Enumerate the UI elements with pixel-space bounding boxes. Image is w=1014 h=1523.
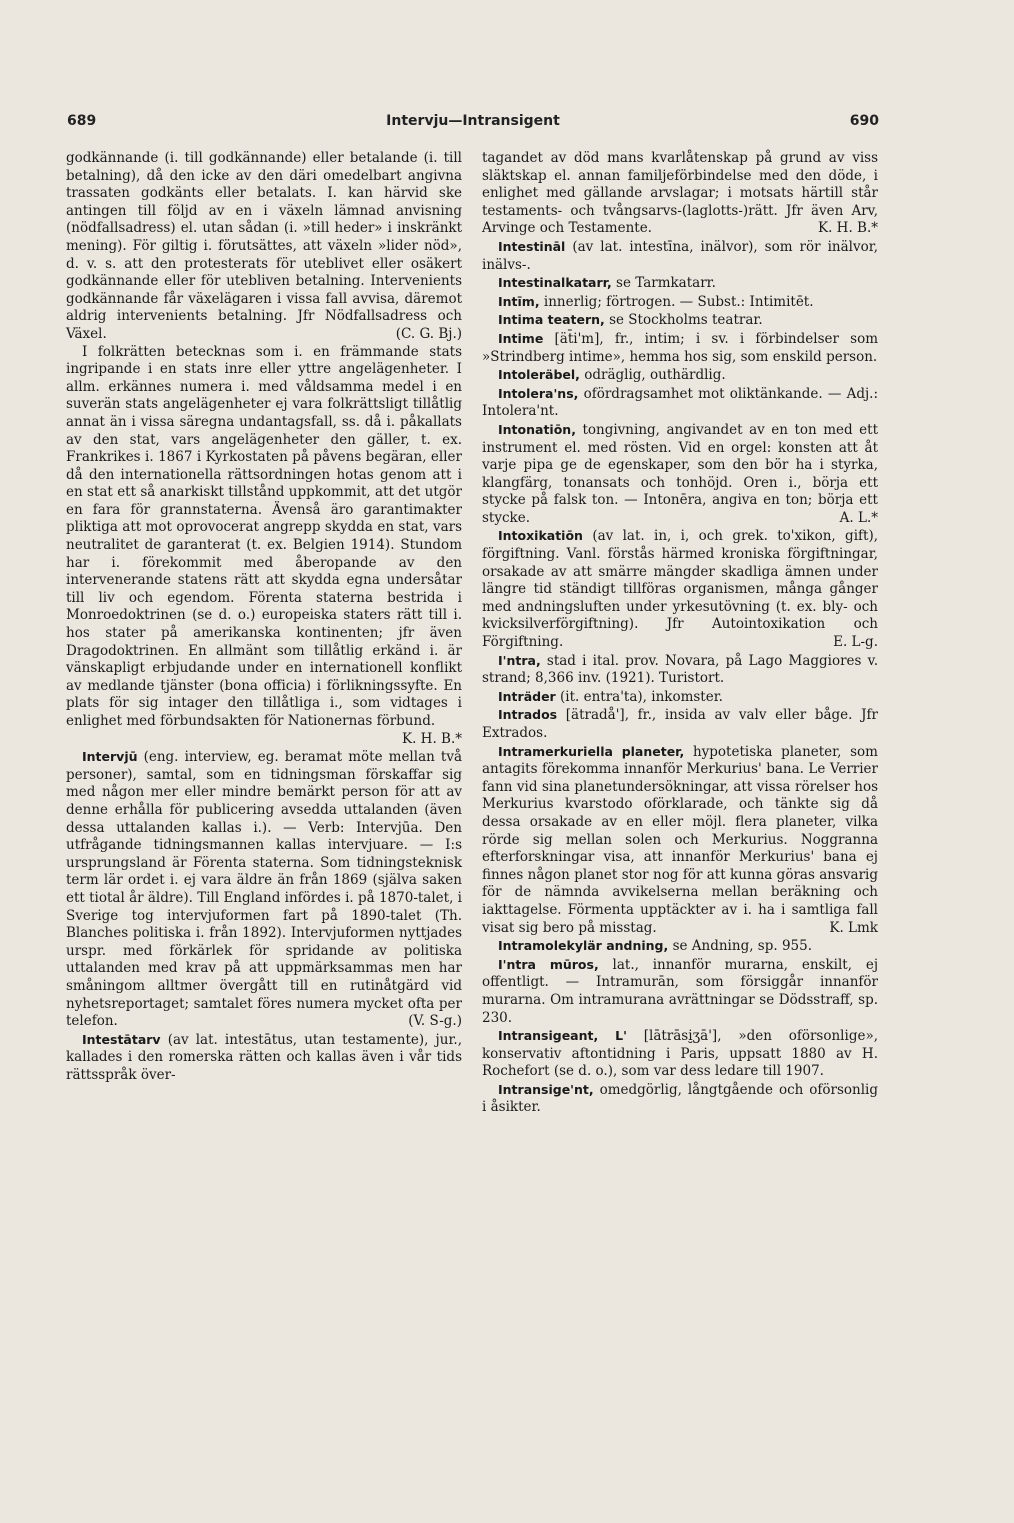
entry-text: hypotetiska planeter, som antagits förekomma innanför Merkurius' bana. Le Verrier fann vid sina planetundersökningar, att vissa rörelser hos Merkurius kvarstodo oförklarade, och tänkte sig då dessa orsakade av en eller möjl. flera planeter, vilka rörde sig mellan solen och Merkurius. Noggranna efterforskningar visa, att innanför Merkurius' bana ej finnes någon planet stor nog för att kunna göras ansvarig för de nämnda avvikelserna mellan beräkning och iakttagelse. Förmenta upptäckter av i. ha i samtliga fall visat sig bero på misstag. bbox=[482, 743, 878, 936]
entry-headword: Intima teatern, bbox=[498, 312, 605, 328]
entry-text: (it. entra'ta), inkomster. bbox=[560, 688, 723, 705]
left-column bbox=[66, 150, 462, 1084]
entry-text: tongivning, angivandet av en ton med ett instrument el. med rösten. Vid en orgel: konsten att åt varje pipa ge de egenskaper, som den bör ha i styrka, klangfärg, tonansats och tonhöjd. Oren i., börja ett stycke på falsk ton. — Intonēra, angiva en ton; börja ett stycke. bbox=[482, 421, 878, 526]
entry-headword: Intervjū bbox=[82, 749, 138, 765]
entry-intramerkuriella-planeter bbox=[482, 743, 878, 938]
entry-text: [ät̄i'm], fr., intim; i sv. i förbindelser som »Strindberg intime», hemma hos sig, som enskild person. bbox=[482, 330, 878, 365]
entry-intolerabel bbox=[482, 366, 878, 385]
entry-text: [ätradå'], fr., insida av valv eller båge. Jfr Extrados. bbox=[482, 707, 878, 741]
entry-text: stad i ital. prov. Novara, på Lago Maggiores v. strand; 8,366 inv. (1921). Turistort. bbox=[482, 652, 878, 687]
entry-intolerans bbox=[482, 385, 878, 421]
entry-text: (av lat. in, i, och grek. to'xikon, gift), förgiftning. Vanl. förstås härmed kroniska förgiftningar, orsakade av att smärre mängder skadliga ämnen under längre tid ständigt tillföras organismen, många gånger med andningsluften under yrkesutövning (t. ex. bly- och kvicksilverförgiftning). Jfr Autointoxikation och Förgiftning. bbox=[482, 528, 878, 651]
entry-text: (av lat. intestātus, utan testamente), jur., kallades i den romerska rätten och kallas även i vår tids rättsspråk över- bbox=[66, 1031, 462, 1083]
running-title: Intervju—Intransigent bbox=[386, 113, 560, 129]
entry-headword: Inträder bbox=[498, 688, 556, 704]
right-column bbox=[482, 150, 878, 1117]
entry-intervju bbox=[66, 748, 462, 1031]
entry-text: se Stockholms teatrar. bbox=[609, 312, 763, 329]
entry-intransigent bbox=[482, 1081, 878, 1117]
entry-signature: A. L.* bbox=[839, 509, 878, 526]
entry-headword: Intime bbox=[498, 330, 544, 346]
entry-signature: (C. G. Bj.) bbox=[395, 325, 462, 342]
page-number-left: 689 bbox=[67, 113, 97, 129]
entry-headword: Intīm, bbox=[498, 293, 540, 309]
page-number-right: 690 bbox=[849, 113, 879, 129]
entry-headword: Intoleräbel, bbox=[498, 367, 580, 383]
entry-text: godkännande (i. till godkännande) eller betalande (i. till betalning), då den icke av den däri omedelbart angivna trassaten godkänts eller betalats. I. kan härvid ske antingen till följd av en i växeln lämnad anvisning (nödfallsadress) el. utan sådan (i. »till heder» i inskränkt mening). För giltig i. förutsättes, att växeln »lider nöd», d. v. s. att den protesterats för uteblivet eller osäkert godkännande eller för utebliven betalning. Intervenients godkännande får växelägaren i vissa fall avvisa, däremot aldrig intervenients betalning. Jfr Nödfallsadress och Växel. bbox=[66, 150, 462, 342]
entry-intonation bbox=[482, 421, 878, 528]
entry-text: tagandet av död mans kvarlåtenskap på grund av viss släktskap el. annan familjeförbindelse med den döde, i enlighet med gällande arvslagar; i motsats härtill står testaments- och tvångsarvs-(laglotts-)rätt. Jfr även Arv, Arvinge och Testamente. bbox=[482, 150, 878, 237]
entry-text: se Andning, sp. 955. bbox=[672, 938, 812, 955]
entry-intra-muros bbox=[482, 956, 878, 1027]
entry-signature: (V. S-g.) bbox=[408, 1013, 462, 1030]
entry-intestatarv bbox=[66, 1031, 462, 1085]
entry-headword: Intestinalkatarr, bbox=[498, 275, 612, 291]
page-header bbox=[67, 113, 879, 135]
entry-headword: Intonatiōn, bbox=[498, 421, 576, 437]
entry-text: ofördragsamhet mot oliktänkande. — Adj.: Intolera'nt. bbox=[482, 385, 878, 420]
entry-text: [lātrāsi̮ʒā'], »den oförsonlige», konservativ aftontidning i Paris, uppsatt 1880 av H. Rochefort (se d. o.), som var dess ledare till 1907. bbox=[482, 1028, 878, 1080]
entry-intoxikation bbox=[482, 527, 878, 651]
entry-intrados bbox=[482, 706, 878, 742]
entry-headword: Intramolekylär andning, bbox=[498, 938, 669, 954]
entry-text: omedgörlig, långtgående och oförsonlig i åsikter. bbox=[482, 1081, 878, 1116]
entry-signature: E. L-g. bbox=[833, 634, 878, 651]
entry-intervention-continued bbox=[66, 150, 462, 344]
entry-headword: Intoxikatiōn bbox=[498, 528, 583, 544]
entry-intrader bbox=[482, 688, 878, 707]
entry-intervention-folkratt bbox=[66, 343, 462, 747]
entry-intramolekylar-andning bbox=[482, 937, 878, 956]
entry-signature: K. Lmk bbox=[829, 919, 878, 936]
entry-signature: K. H. B.* bbox=[402, 730, 462, 747]
entry-text: odräglig, outhärdlig. bbox=[584, 367, 726, 384]
entry-intestinal bbox=[482, 238, 878, 274]
entry-text: I folkrätten betecknas som i. en främmande stats ingripande i en stats inre eller yttre angelägenheter. I allm. erkännes numera i. med våldsamma medel i en suverän stats angelägenheter ej vara folkrättsligt tillåtlig annat än i vissa säregna undantagsfall, ss. då i. påkallats av den stat, vars angelägenheter den gäller, t. ex. Frankrikes i. 1867 i Kyrkostaten på påvens begäran, eller då den internationella rättsordningen hotas genom att i en stat ett så anarkiskt tillstånd uppkommit, att det utgör en fara för grannstaterna. Ävenså äro garantimakter pliktiga att mot oprovocerat angrepp skydda en stat, vars neutralitet de garanterat (t. ex. Belgien 1914). Stundom har i. förekommit med åberopande av den intervenerande statens rätt att skydda egna undersåtar till liv och egendom. Förenta staterna bestrida i Monroedoktrinen (se d. o.) europeiska staters rätt till i. hos stater på amerikanska kontinenten; jfr även Dragodoktrinen. En allmänt som tillåtlig erkänd i. är vänskapligt erbjudande under en internationell konflikt av medlande tjänster (bona officia) i förlikningssyfte. En plats för sig intager den tillåtliga i., som vidtages i enlighet med förbundsakten för Nationernas förbund. bbox=[66, 343, 462, 729]
entry-intima-teatern bbox=[482, 311, 878, 330]
entry-headword: Intolera'ns, bbox=[498, 385, 579, 401]
entry-headword: I'ntra, bbox=[498, 652, 541, 668]
entry-headword: Intramerkuriella planeter, bbox=[498, 743, 685, 759]
entry-headword: I'ntra mūros, bbox=[498, 956, 599, 972]
entry-text: (eng. interview, eg. beramat möte mellan två personer), samtal, som en tidningsman förskaffar sig med någon mer eller mindre bemärkt person för att av denne erhålla för publicering avsedda uttalanden (även dessa uttalanden kallas i.). — Verb: Intervjūa. Den utfrågande tidningsmannen kallas intervjuare. — I:s ursprungsland är Förenta staterna. Som tidningsteknisk term lär ordet i. ej vara äldre än från 1869 (själva saken ett tiotal år äldre). Till England infördes i. på 1870-talet, i Sverige tog intervjuformen fart på 1890-talet (Th. Blanches politiska i. från 1892). Intervjuformen nyttjades urspr. med förkärlek för spridande av politiska uttalanden med krav på att uppmärksammas men har småningom alltmer övergått till en rutinåtgärd vid nyhetsreportaget; samtalet föres numera mycket ofta per telefon. bbox=[66, 749, 462, 1030]
entry-headword: Intestināl bbox=[498, 238, 566, 254]
entry-headword: Intransige'nt, bbox=[498, 1081, 594, 1097]
entry-text: innerlig; förtrogen. — Subst.: Intimitēt. bbox=[543, 293, 814, 310]
entry-intime bbox=[482, 330, 878, 366]
entry-intestinalkatarr bbox=[482, 274, 878, 293]
entry-headword: Intransigeant, L' bbox=[498, 1028, 627, 1044]
entry-text: (av lat. intestīna, inälvor), som rör inälvor, inälvs-. bbox=[482, 238, 878, 273]
entry-headword: Intestātarv bbox=[82, 1031, 161, 1047]
entry-intestatarv-continued bbox=[482, 150, 878, 238]
entry-text: lat., innanför murarna, enskilt, ej offentligt. — Intramurān, som försiggår innanför murarna. Om intramurana avrättningar se Dödsstraff, sp. 230. bbox=[482, 956, 879, 1026]
entry-headword: Intrados bbox=[498, 707, 558, 723]
entry-intra-stad bbox=[482, 652, 878, 688]
entry-text: se Tarmkatarr. bbox=[616, 275, 716, 292]
entry-signature: K. H. B.* bbox=[818, 220, 878, 237]
entry-intim bbox=[482, 293, 878, 312]
entry-intransigeant bbox=[482, 1027, 878, 1081]
